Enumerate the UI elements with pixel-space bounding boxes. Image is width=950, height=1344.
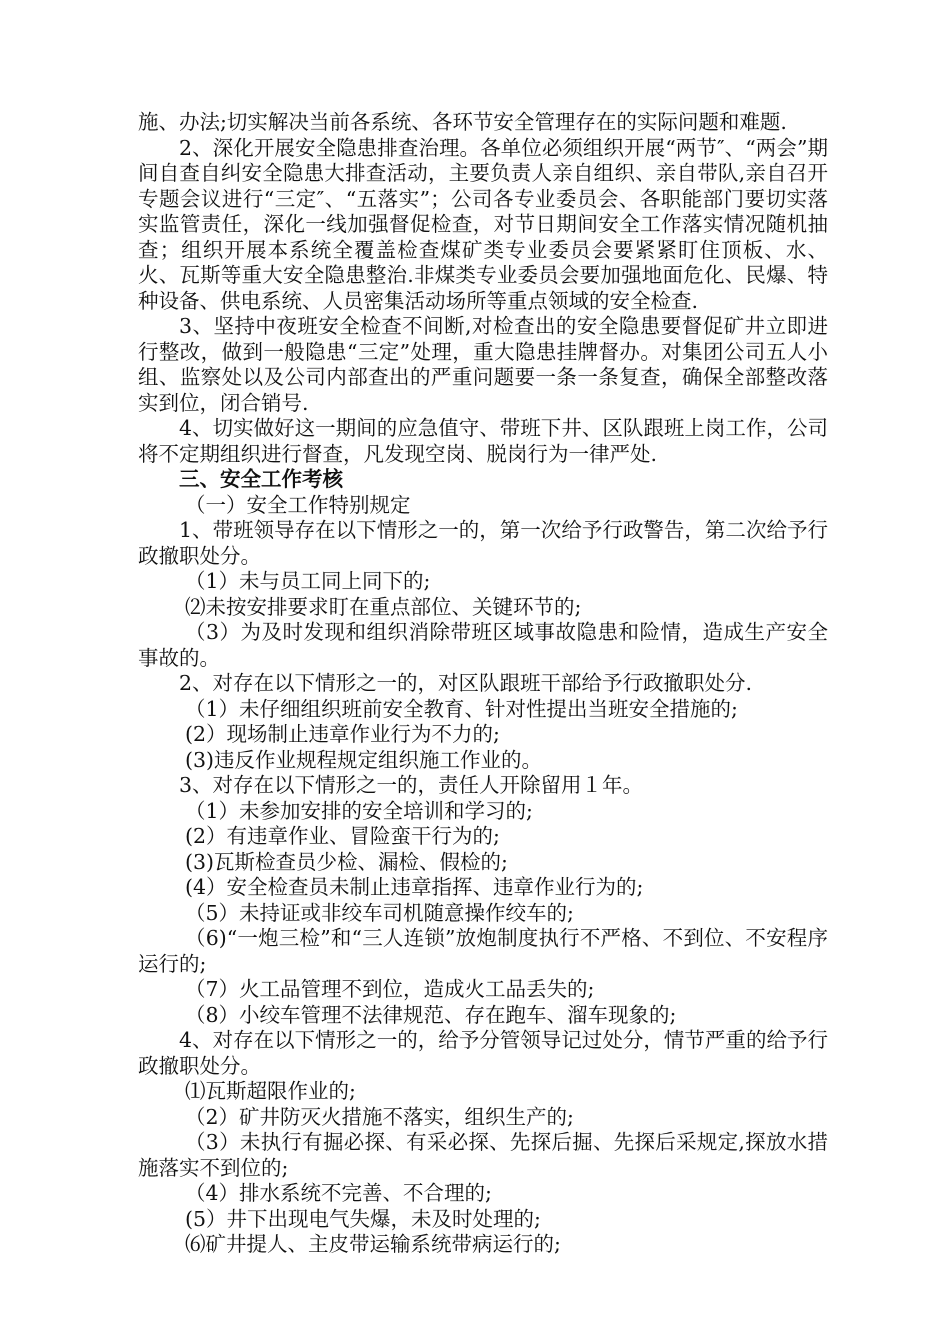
paragraph: 4、对存在以下情形之一的，给予分管领导记过处分，情节严重的给予行政撤职处分。 xyxy=(138,1028,828,1078)
paragraph: (3)违反作业规程规定组织施工作业的。 xyxy=(185,747,543,772)
paragraph: ⑴瓦斯超限作业的; xyxy=(185,1079,356,1103)
paragraph: 施、办法;切实解决当前各系统、各环节安全管理存在的实际问题和难题. xyxy=(138,110,787,134)
paragraph: （1）未与员工同上同下的; xyxy=(185,569,431,593)
paragraph: （一）安全工作特别规定 xyxy=(185,492,411,517)
paragraph: （6)“一炮三检”和“三人连锁”放炮制度执行不严格、不到位、不安程序运行的; xyxy=(138,926,828,976)
paragraph: (5）井下出现电气失爆，未及时处理的; xyxy=(185,1206,541,1231)
paragraph: （7）火工品管理不到位，造成火工品丢失的; xyxy=(185,977,595,1001)
paragraph: （1）未仔细组织班前安全教育、针对性提出当班安全措施的; xyxy=(185,696,738,721)
paragraph: （1）未参加安排的安全培训和学习的; xyxy=(185,798,533,823)
paragraph: 2、深化开展安全隐患排查治理。各单位必须组织开展“两节″、“两会”期间自查自纠安全隐患大排查活动，主要负责人亲自组织、亲自带队,亲自召开专题会议进行“三定″、“五落实”；公司各专业委员会、各职能部门要切实落实监管责任，深化一线加强督促检查，对节日期间安全工作落实情况随机抽查；组织开展本系统全覆盖检查煤矿类专业委员会要紧紧盯住顶板、水、火、瓦斯等重大安全隐患整治.非煤类专业委员会要加强地面危化、民爆、特种设备、供电系统、人员密集活动场所等重点领域的安全检查. xyxy=(138,135,828,313)
paragraph: 3、对存在以下情形之一的，责任人开除留用１年。 xyxy=(179,773,644,797)
paragraph: 1、带班领导存在以下情形之一的，第一次给予行政警告，第二次给予行政撤职处分。 xyxy=(138,518,828,568)
document-body xyxy=(138,110,828,1258)
paragraph: （4）排水系统不完善、不合理的; xyxy=(185,1181,492,1205)
paragraph: (4）安全检查员未制止违章指挥、违章作业行为的; xyxy=(185,875,644,899)
paragraph: 4、切实做好这一期间的应急值守、带班下井、区队跟班上岗工作，公司将不定期组织进行督查，凡发现空岗、脱岗行为一律严处. xyxy=(138,416,828,466)
paragraph: （3）未执行有掘必探、有采必探、先探后掘、先探后采规定,探放水措施落实不到位的; xyxy=(138,1130,828,1180)
paragraph: (3)瓦斯检查员少检、漏检、假检的; xyxy=(185,849,508,874)
paragraph: （5）未持证或非绞车司机随意操作绞车的; xyxy=(185,900,574,925)
paragraph: (2）现场制止违章作业行为不力的; xyxy=(185,722,500,746)
paragraph: （2）矿井防灭火措施不落实，组织生产的; xyxy=(185,1104,574,1129)
paragraph: （8）小绞车管理不法律规范、存在跑车、溜车现象的; xyxy=(185,1002,677,1027)
paragraph: 3、坚持中夜班安全检查不间断,对检查出的安全隐患要督促矿井立即进行整改，做到一般隐患“三定”处理，重大隐患挂牌督办。对集团公司五人小组、监察处以及公司内部查出的严重问题要一条一条复查，确保全部整改落实到位，闭合销号. xyxy=(138,314,828,415)
paragraph: ⑹矿井提人、主皮带运输系统带病运行的; xyxy=(185,1232,561,1256)
paragraph: 2、对存在以下情形之一的，对区队跟班干部给予行政撤职处分. xyxy=(179,671,753,695)
paragraph: ⑵未按安排要求盯在重点部位、关键环节的; xyxy=(185,594,582,619)
paragraph: (2）有违章作业、冒险蛮干行为的; xyxy=(185,824,500,848)
paragraph: （3）为及时发现和组织消除带班区域事故隐患和险情，造成生产安全事故的。 xyxy=(138,620,828,670)
section-heading: 三、安全工作考核 xyxy=(179,467,343,491)
